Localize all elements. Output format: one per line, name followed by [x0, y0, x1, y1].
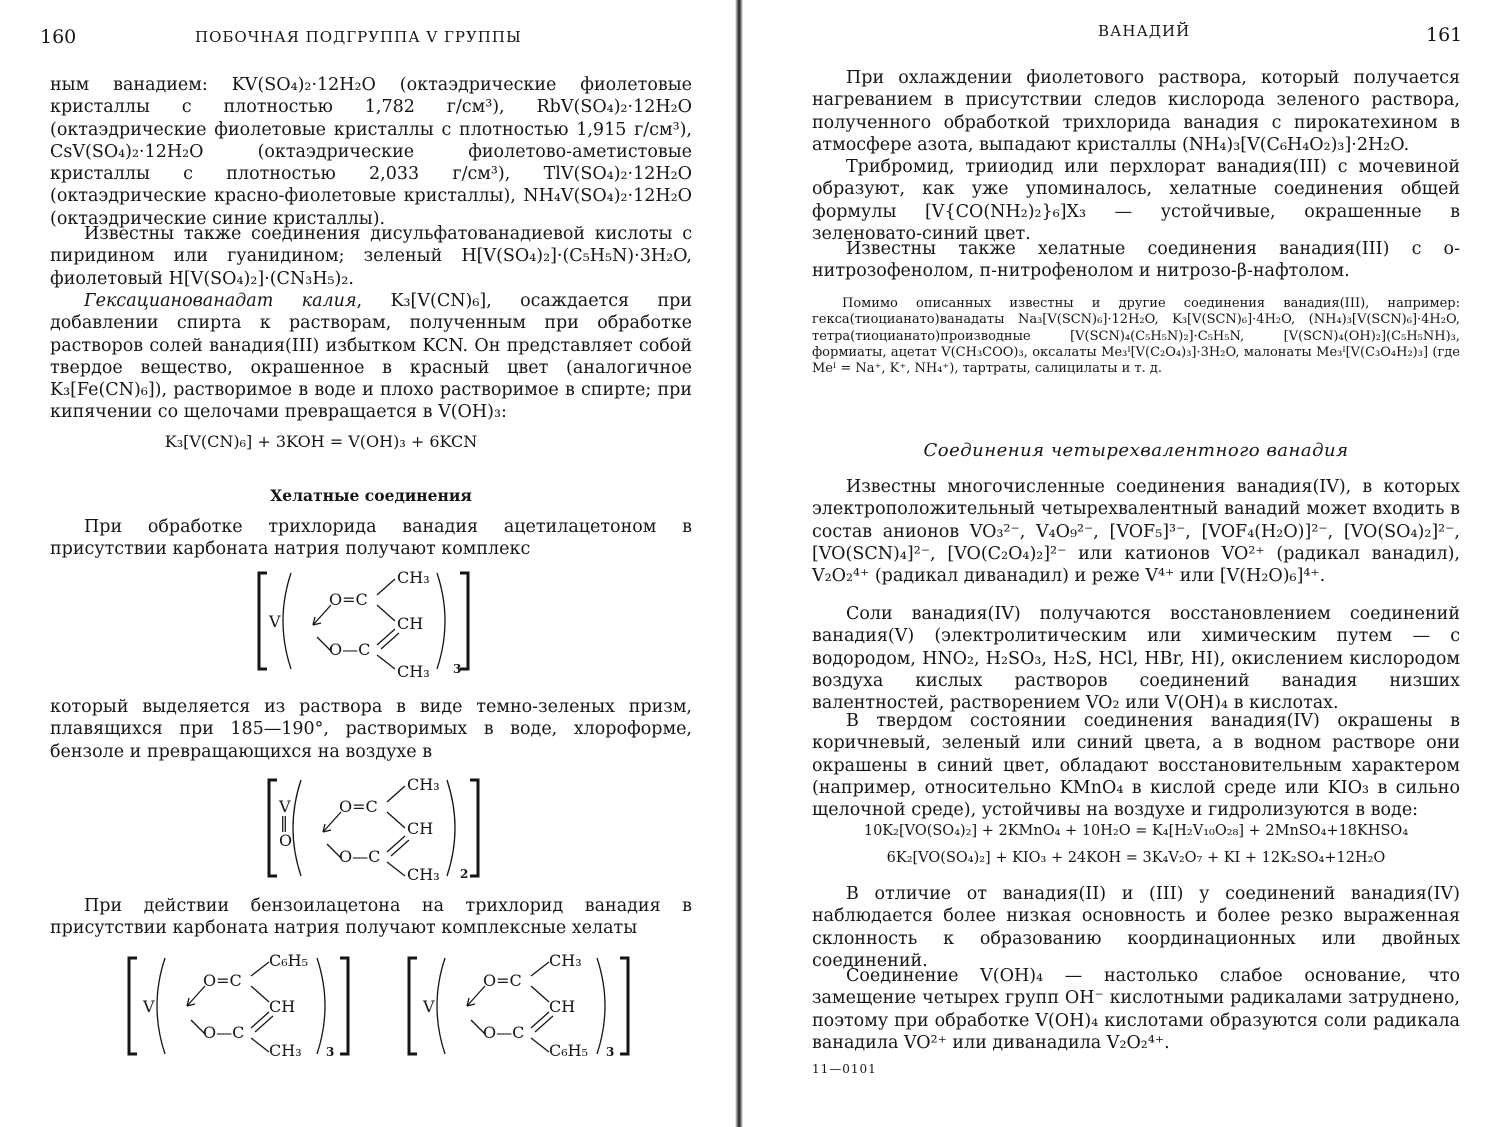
paragraph-alums: ным ванадием: KV(SO₄)₂·12H₂O (октаэдрические фиолетовые кристаллы с плотностью 1,782 г/см³), RbV(SO₄)₂·12H₂O (октаэдрические фиолетовые кристаллы с плотностью 1,915 г/см³), CsV(SO₄)₂·12H₂O (октаэдрические фиолетово-аметистовые кристаллы с плотностью 2,033 г/см³), TlV(SO₄)₂·12H₂O (октаэдрические красно-фиолетовые кристаллы), NH₄V(SO₄)₂·12H₂O (октаэдрические синие кристаллы). [50, 75, 692, 229]
left-page [0, 0, 740, 1127]
methyl-top: CH₃ [549, 951, 582, 970]
methyl-bottom: CH₃ [269, 1041, 302, 1060]
methyl-top: CH₃ [397, 568, 430, 587]
paragraph-hexacyano [50, 290, 692, 424]
paragraph-v-oh4: Соединение V(OH)₄ — настолько слабое основание, что замещение четырех групп OH⁻ кислотными радикалами затруднено, поэтому при обработке V(OH)₄ кислотами образуются соли радикала ванадила VO²⁺ или диванадила V₂O₂⁴⁺. [812, 966, 1460, 1053]
methyl-bottom: CH₃ [407, 865, 440, 884]
right-page [740, 0, 1494, 1127]
term-hexacyanovanadate: Гексацианованадат калия [84, 291, 357, 311]
methyl-bottom: CH₃ [397, 662, 430, 681]
subscript-3: 3 [326, 1045, 335, 1059]
metal-label: V [269, 612, 281, 631]
paragraph-basicity: В отличие от ванадия(II) и (III) у соединений ванадия(IV) наблюдается более низкая основность и более резко выраженная склонность к образованию координационных или двойных соединений. [812, 884, 1460, 971]
oxy-double-carbon: O=C [203, 971, 242, 990]
paragraph-solid-state: В твердом состоянии соединения ванадия(IV) окрашены в коричневый, зеленый или синий цвета, а в водном растворе они окрашены в синий цвет, обладают восстановительным характером (например, относительно KMnO₄ в кислой среде или KIO₃ в сильно щелочной среде), устойчивы на воздухе и гидролизуются в воде: [812, 711, 1460, 821]
paragraph-acac: При обработке трихлорида ванадия ацетилацетоном в присутствии карбоната натрия получают комплекс [50, 517, 692, 560]
oxy-double-carbon: O=C [329, 590, 368, 609]
oxy-double-carbon: O=C [339, 797, 378, 816]
structure-v-acac3 [255, 565, 475, 681]
paragraph-disulfato: Известны также соединения дисульфатованадиевой кислоты с пиридином или гуанидином; зеленый H[V(SO₄)₂]·(C₅H₅N)·3H₂O, фиолетовый H[V(SO₄)₂]·(CN₃H₅)₂. [50, 224, 692, 289]
paragraph-prisms: который выделяется из раствора в виде темно-зеленых призм, плавящихся при 185—190°, растворимых в воде, хлороформе, бензоле и превращающихся на воздухе в [50, 697, 692, 762]
structure-vo-acac2 [265, 772, 485, 882]
methine: CH [269, 997, 296, 1016]
oxy-single-carbon: O—C [203, 1023, 245, 1042]
metal-label: V [279, 797, 291, 816]
section-title-tetravalent: Соединения четырехвалентного ванадия [923, 440, 1349, 461]
oxy-single-carbon: O—C [329, 640, 371, 659]
structure-v-bzac-phenyl-top [125, 950, 355, 1060]
oxy-double-carbon: O=C [483, 971, 522, 990]
running-head-right: ВАНАДИЙ [1098, 22, 1191, 40]
paragraph-anions: Известны многочисленные соединения ванадия(IV), в которых электроположительный четырехвалентный ванадий может входить в состав анионов VO₃²⁻, V₄O₉²⁻, [VOF₅]³⁻, [VOF₄(H₂O)]²⁻, [VO(SO₄)₂]²⁻, [VO(SCN)₄]²⁻, [VO(C₂O₄)₂]²⁻ или катионов VO²⁺ (радикал ванадил), V₂O₂⁴⁺ (радикал диванадил) и реже V⁴⁺ или [V(H₂O)₆]⁴⁺. [812, 477, 1460, 587]
paragraph-urea: Трибромид, трииодид или перхлорат ванадия(III) с мочевиной образуют, как уже упоминалось, хелатные соединения общей формулы [V{CO(NH₂)₂}₆]X₃ — устойчивые, окрашенные в зеленовато-синий цвет. [812, 157, 1460, 244]
oxy-single-carbon: O—C [339, 847, 381, 866]
oxo-double-bond: ‖ [280, 813, 288, 832]
metal-label: V [143, 997, 155, 1016]
subscript-3: 3 [453, 662, 462, 676]
paragraph-benzoyl: При действии бензоилацетона на трихлорид ванадия в присутствии карбоната натрия получают комплексные хелаты [50, 896, 692, 939]
methine: CH [549, 997, 576, 1016]
paragraph-reduction: Соли ванадия(IV) получаются восстановлением соединений ванадия(V) (электролитическим или химическим путем — с водородом, HNO₂, H₂SO₃, H₂S, HCl, HBr, HI), окислением кислородом воздуха кислых растворов соединений ванадия низших валентностей, растворением VO₂ или V(OH)₄ в кислотах. [812, 604, 1460, 714]
equation-kio3: 6K₂[VO(SO₄)₂] + KIO₃ + 24KOH = 3K₄V₂O₇ + KI + 12K₂SO₄+12H₂O [886, 850, 1386, 866]
methine: CH [397, 614, 424, 633]
paragraph-catechol: При охлаждении фиолетового раствора, который получается нагреванием в присутствии следов кислорода зеленого раствора, полученного обработкой трихлорида ванадия с пирокатехином в атмосфере азота, выпадают кристаллы (NH₄)₃[V(C₆H₄O₂)₃]·2H₂O. [812, 68, 1460, 155]
oxy-single-carbon: O—C [483, 1023, 525, 1042]
page-number-right: 161 [1426, 24, 1463, 46]
running-head-left: ПОБОЧНАЯ ПОДГРУППА V ГРУППЫ [195, 28, 522, 46]
subscript-3: 3 [606, 1045, 615, 1059]
note-other-compounds: Помимо описанных известны и другие соединения ванадия(III), например: гекса(тиоцианато)ванадаты Na₃[V(SCN)₆]·12H₂O, K₃[V(SCN)₆]·4H₂O, (NH₄)₃[V(SCN)₆]·4H₂O, тетра(тиоцианато)производные [V(SCN)₄(C₅H₅N)₂]·C₅H₅N, [V(SCN)₄(OH)₂](C₅H₅NH)₃, формиаты, ацетат V(CH₃COO)₃, оксалаты Me₃ᴵ[V(C₂O₄)₃]·3H₂O, малонаты Me₃ᴵ[V(C₃O₄H₂)₃] (где Meᴵ = Na⁺, K⁺, NH₄⁺), тартраты, салицилаты и т. д. [812, 296, 1460, 377]
methyl-top: CH₃ [407, 775, 440, 794]
subscript-2: 2 [460, 867, 469, 881]
phenyl-top: C₆H₅ [269, 951, 309, 970]
structure-v-bzac-phenyl-bottom [405, 950, 635, 1060]
metal-label: V [423, 997, 435, 1016]
page-number-left: 160 [40, 26, 77, 48]
section-title-chelates: Хелатные соединения [270, 486, 472, 505]
methine: CH [407, 819, 434, 838]
equation-kmno4: 10K₂[VO(SO₄)₂] + 2KMnO₄ + 10H₂O = K₄[H₂V₁₀O₂₈] + 2MnSO₄+18KHSO₄ [863, 823, 1409, 839]
equation-hexacyano: K₃[V(CN)₆] + 3KOH = V(OH)₃ + 6KCN [164, 432, 478, 451]
oxo-oxygen: O [279, 831, 293, 850]
signature-mark: 11—0101 [812, 1062, 877, 1076]
paragraph-hexacyano-body: , K₃[V(CN)₆], осаждается при добавлении спирта к растворам, полученным при обработке растворов солей ванадия(III) избытком KCN. Он представляет собой твердое вещество, окрашенное в красный цвет (аналогичное K₃[Fe(CN)₆]), растворимое в воде и плохо растворимое в спирте; при кипячении со щелочами превращается в V(OH)₃: [50, 291, 692, 423]
paragraph-nitroso: Известны также хелатные соединения ванадия(III) с о-нитрозофенолом, п-нитрофенолом и нитрозо-β-нафтолом. [812, 239, 1460, 282]
phenyl-bottom: C₆H₅ [549, 1041, 589, 1060]
